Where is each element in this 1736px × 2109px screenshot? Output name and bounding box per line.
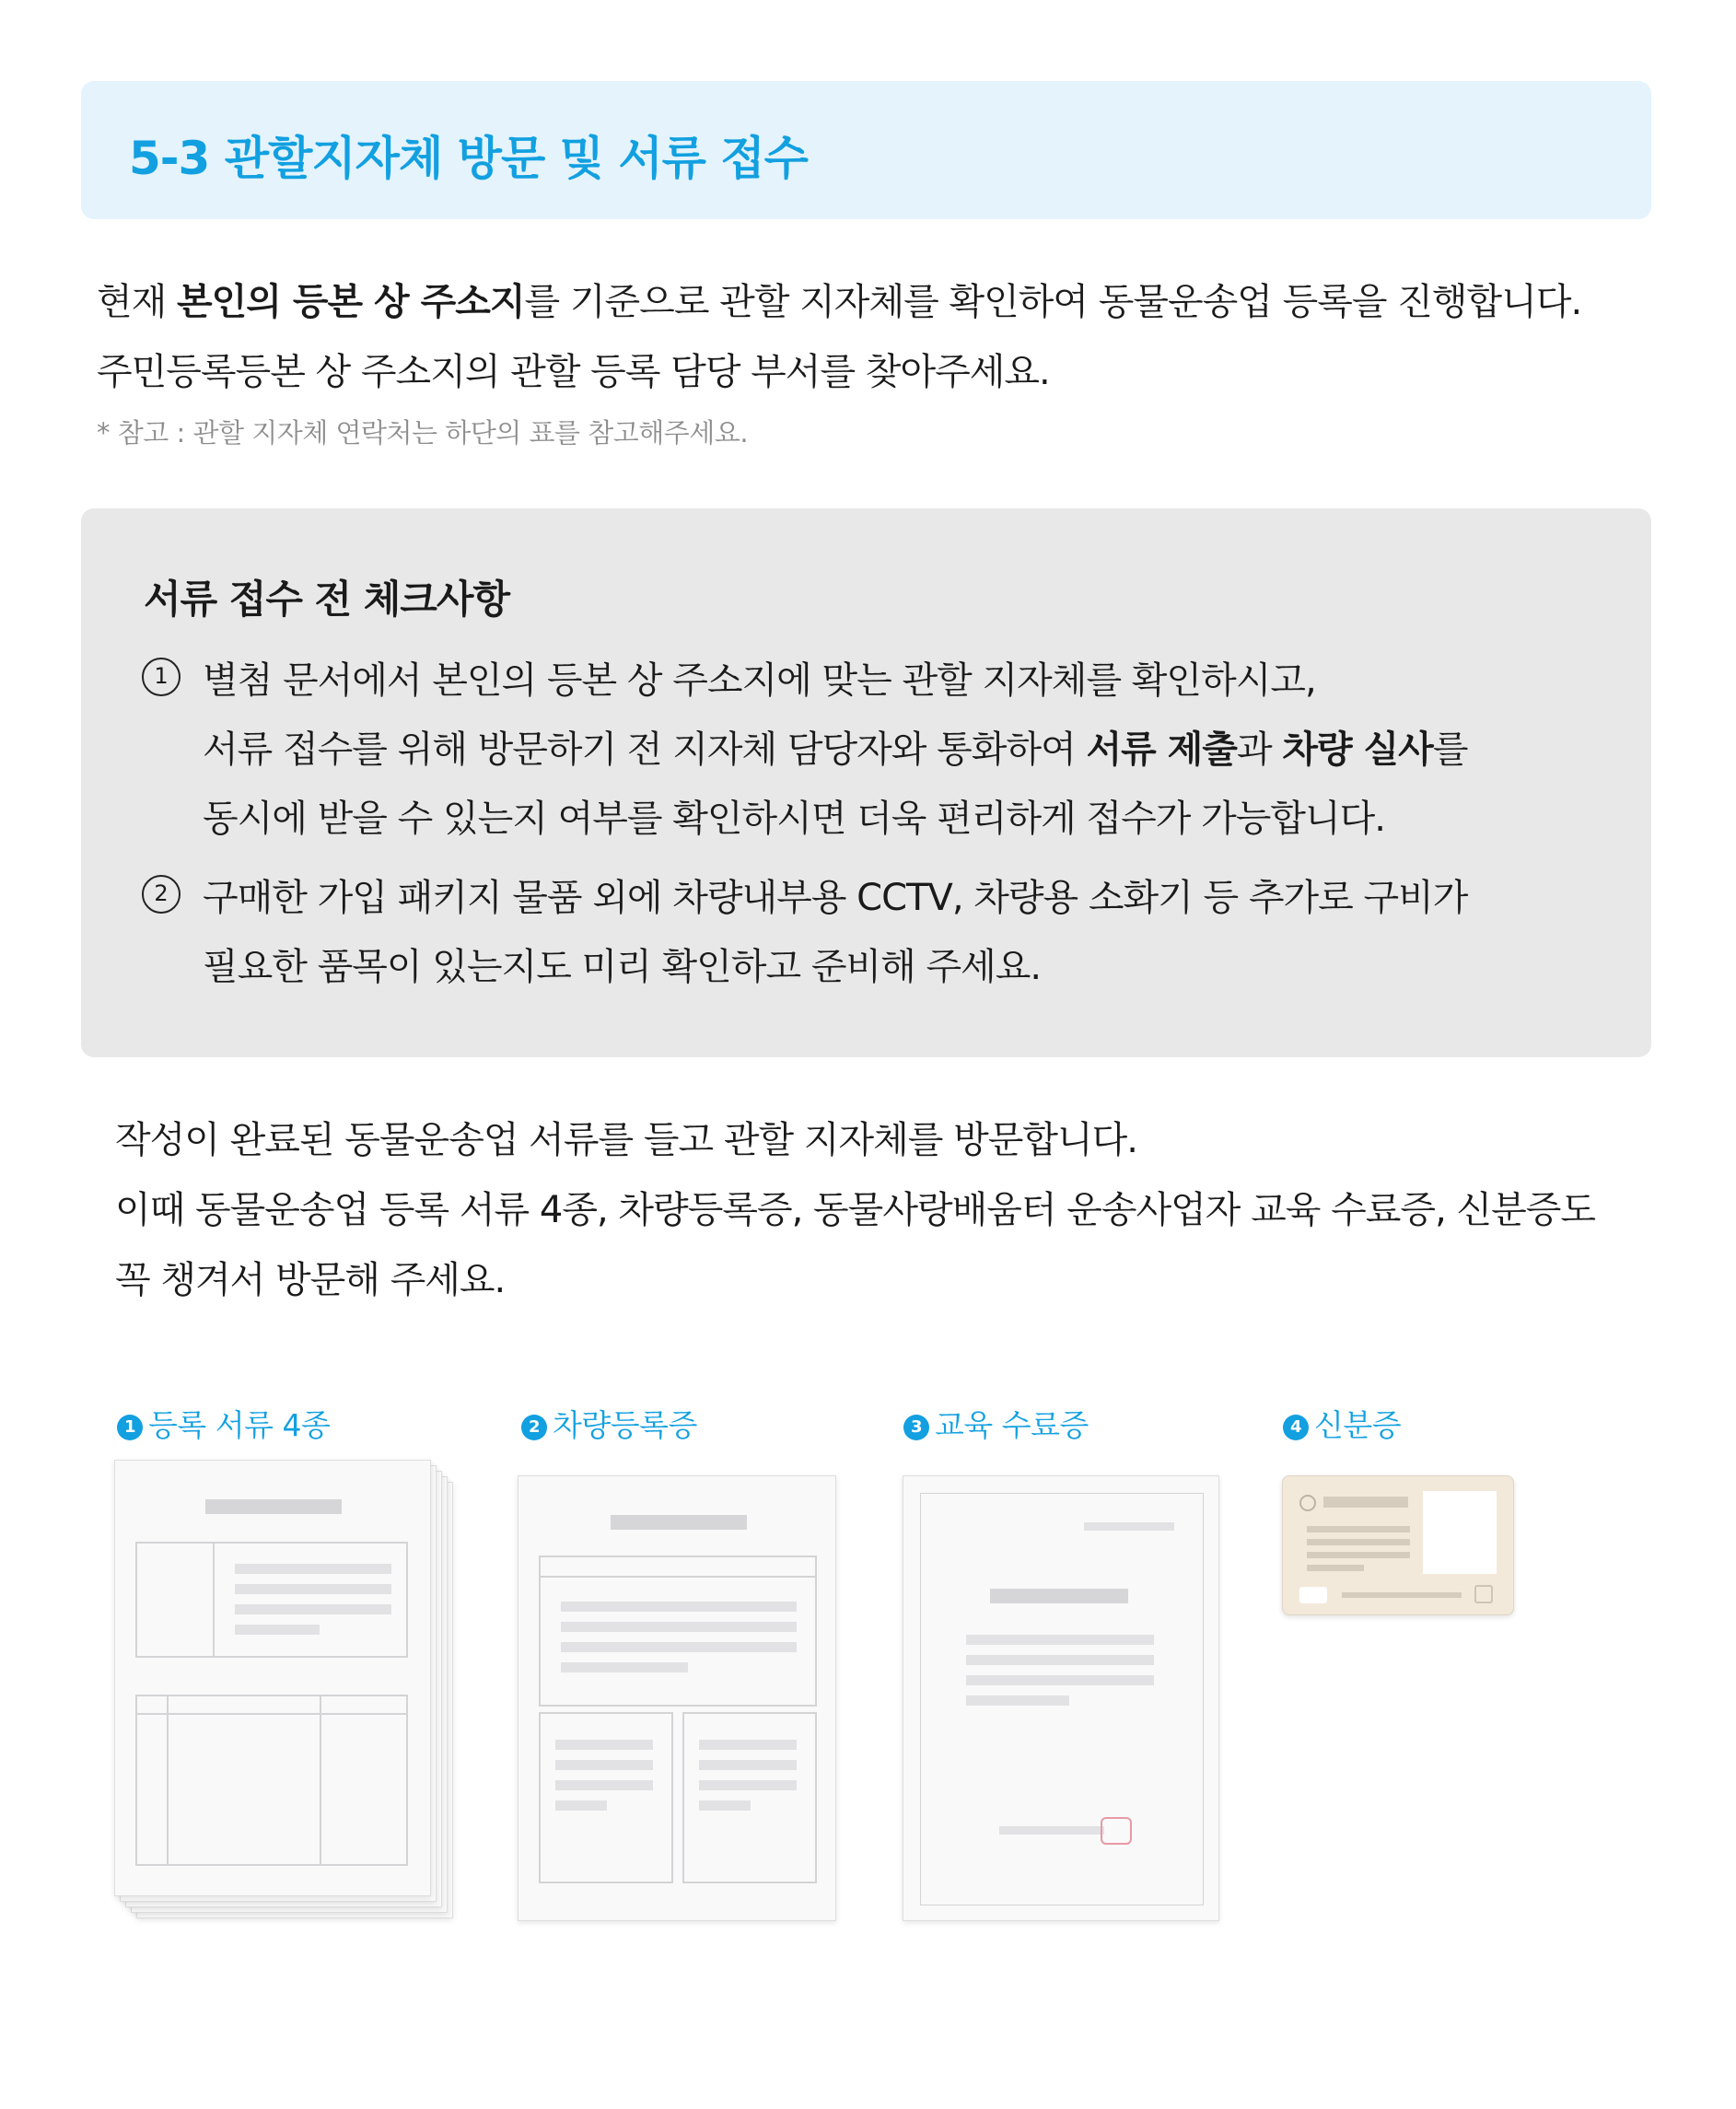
reference-note: * 참고 : 관할 지자체 연락처는 하단의 표를 참고해주세요.: [97, 417, 749, 449]
visit-instructions: [115, 1105, 1595, 1315]
document-label: 1 등록 서류 4종: [117, 1402, 330, 1445]
document-stack-icon: [114, 1460, 464, 1929]
document-label: 4 신분증: [1283, 1402, 1401, 1445]
number-badge: 1: [117, 1415, 143, 1440]
circled-number-2-icon: 2: [142, 875, 181, 914]
certificate-icon: [903, 1475, 1219, 1921]
id-card-icon: [1282, 1475, 1514, 1615]
visit-line-3: 꼭 챙겨서 방문해 주세요.: [115, 1259, 506, 1301]
number-badge: 2: [521, 1415, 547, 1440]
visit-line-2: 이때 동물운송업 등록 서류 4종, 차량등록증, 동물사랑배움터 운송사업자 교육 수료증, 신분증도: [115, 1189, 1596, 1231]
visit-line-1: 작성이 완료된 동물운송업 서류를 들고 관할 지자체를 방문합니다.: [115, 1119, 1137, 1161]
number-badge: 3: [903, 1415, 929, 1440]
checklist-title: 서류 접수 전 체크사항: [144, 577, 510, 622]
section-header: [81, 81, 1651, 219]
number-badge: 4: [1283, 1415, 1309, 1440]
document-label: 3 교육 수료증: [903, 1402, 1089, 1445]
section-title: 5-3 관할지자체 방문 및 서류 접수: [129, 132, 808, 185]
vehicle-registration-icon: [518, 1475, 836, 1921]
checklist-box: [81, 508, 1651, 1057]
checklist-item-1-line-3: 동시에 받을 수 있는지 여부를 확인하시면 더욱 편리하게 접수가 가능합니다.: [203, 798, 1385, 840]
intro-text: [97, 267, 1644, 450]
checklist-item-1-line-2: 서류 접수를 위해 방문하기 전 지자체 담당자와 통화하여 서류 제출과 차량 실사를: [203, 728, 1468, 771]
checklist-item-2-line-2: 필요한 품목이 있는지도 미리 확인하고 준비해 주세요.: [203, 946, 1042, 988]
checklist-item-2-line-1: 구매한 가입 패키지 물품 외에 차량내부용 CCTV, 차량용 소화기 등 추가로 구비가: [203, 877, 1468, 919]
intro-line-1: 현재 본인의 등본 상 주소지를 기준으로 관할 지자체를 확인하여 동물운송업 등록을 진행합니다.: [97, 281, 1582, 323]
circled-number-1-icon: 1: [142, 658, 181, 696]
intro-emphasis: 본인의 등본 상 주소지: [177, 281, 525, 323]
checklist-item-1-line-1: 별첨 문서에서 본인의 등본 상 주소지에 맞는 관할 지자체를 확인하시고,: [203, 659, 1316, 702]
intro-line-2: 주민등록등본 상 주소지의 관할 등록 담당 부서를 찾아주세요.: [97, 351, 1050, 393]
document-label: 2 차량등록증: [521, 1402, 697, 1445]
